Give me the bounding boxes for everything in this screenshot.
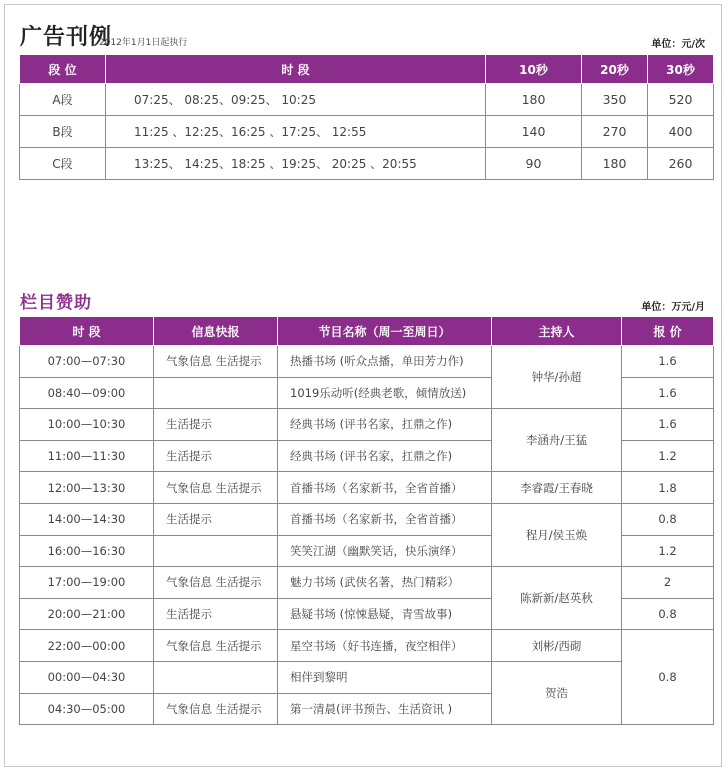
time-cell: 20:00—21:00 [20,598,154,630]
time-cell: 12:00—13:30 [20,472,154,504]
ad-rates-title: 广告刊例 [20,25,113,50]
program-cell: 热播书场 (听众点播，单田芳力作) [278,346,492,378]
program-cell: 经典书场 (评书名家，扛鼎之作) [278,409,492,441]
price-30s-cell: 400 [648,116,714,148]
column-header: 20秒 [582,55,648,84]
program-cell: 魅力书场 (武侠名著，热门精彩） [278,567,492,599]
sponsorship-unit: 单位：万元/月 [641,302,705,313]
info-cell: 气象信息 生活提示 [154,346,278,378]
price-cell: 1.6 [622,346,714,378]
time-cell: 22:00—00:00 [20,630,154,662]
host-cell: 李睿霞/王春晓 [492,472,622,504]
host-cell: 贺浩 [492,661,622,724]
time-cell: 10:00—10:30 [20,409,154,441]
time-slots-cell: 13:25、 14:25、18:25 、19:25、 20:25 、20:55 [106,148,486,180]
info-cell: 生活提示 [154,409,278,441]
host-cell: 陈新新/赵英秋 [492,567,622,630]
program-cell: 首播书场（名家新书，全省首播） [278,472,492,504]
time-cell: 07:00—07:30 [20,346,154,378]
table-header-row [20,55,714,84]
price-cell: 2 [622,567,714,599]
table-row [20,409,714,441]
host-cell: 李涵舟/王猛 [492,409,622,472]
host-cell: 钟华/孙超 [492,346,622,409]
info-cell [154,535,278,567]
info-cell: 生活提示 [154,440,278,472]
price-10s-cell: 140 [486,116,582,148]
price-cell: 0.8 [622,598,714,630]
column-header: 信息快报 [154,317,278,346]
info-cell: 气象信息 生活提示 [154,472,278,504]
price-cell: 1.6 [622,377,714,409]
program-cell: 经典书场 (评书名家，扛鼎之作) [278,440,492,472]
info-cell [154,377,278,409]
time-slots-cell: 11:25 、12:25、16:25 、17:25、 12:55 [106,116,486,148]
time-cell: 11:00—11:30 [20,440,154,472]
price-20s-cell: 350 [582,84,648,116]
table-row [20,503,714,535]
column-header: 时 段 [20,317,154,346]
program-cell: 第一清晨(评书预告、生活资讯 ) [278,693,492,725]
table-row [20,116,714,148]
column-header: 报 价 [622,317,714,346]
table-row [20,472,714,504]
table-row [20,148,714,180]
effective-date-note: 2012年1月1日起执行 [99,38,188,48]
price-cell: 1.2 [622,535,714,567]
price-cell: 1.8 [622,472,714,504]
time-cell: 16:00—16:30 [20,535,154,567]
price-10s-cell: 180 [486,84,582,116]
program-cell: 首播书场（名家新书，全省首播） [278,503,492,535]
segment-cell: C段 [20,148,106,180]
sponsorship-table [19,316,714,725]
column-header: 时 段 [106,55,486,84]
time-cell: 14:00—14:30 [20,503,154,535]
price-30s-cell: 520 [648,84,714,116]
program-cell: 1019乐动听(经典老歌，倾情放送) [278,377,492,409]
column-header: 节目名称（周一至周日） [278,317,492,346]
ad-rates-unit: 单位：元/次 [651,39,705,50]
price-cell: 1.2 [622,440,714,472]
host-cell: 程月/侯玉焕 [492,503,622,566]
rate-card-page [4,4,722,767]
segment-cell: B段 [20,116,106,148]
table-row [20,346,714,378]
program-cell: 相伴到黎明 [278,661,492,693]
segment-cell: A段 [20,84,106,116]
program-cell: 星空书场（好书连播，夜空相伴） [278,630,492,662]
time-cell: 04:30—05:00 [20,693,154,725]
info-cell: 生活提示 [154,598,278,630]
time-cell: 08:40—09:00 [20,377,154,409]
time-cell: 00:00—04:30 [20,661,154,693]
column-header: 10秒 [486,55,582,84]
price-cell: 0.8 [622,630,714,725]
info-cell: 气象信息 生活提示 [154,630,278,662]
table-row [20,567,714,599]
price-cell: 0.8 [622,503,714,535]
column-header: 段 位 [20,55,106,84]
time-slots-cell: 07:25、 08:25、09:25、 10:25 [106,84,486,116]
sponsorship-title: 栏目赞助 [20,293,92,313]
price-10s-cell: 90 [486,148,582,180]
time-cell: 17:00—19:00 [20,567,154,599]
price-20s-cell: 270 [582,116,648,148]
price-cell: 1.6 [622,409,714,441]
ad-rates-table [19,54,714,180]
table-row [20,661,714,693]
program-cell: 笑笑江湖（幽默笑话，快乐演绎） [278,535,492,567]
price-30s-cell: 260 [648,148,714,180]
table-row [20,84,714,116]
table-header-row [20,317,714,346]
program-cell: 悬疑书场 (惊悚悬疑，青雪故事) [278,598,492,630]
host-cell: 刘彬/西砌 [492,630,622,662]
info-cell [154,661,278,693]
column-header: 主持人 [492,317,622,346]
column-header: 30秒 [648,55,714,84]
info-cell: 生活提示 [154,503,278,535]
table-row [20,630,714,662]
info-cell: 气象信息 生活提示 [154,693,278,725]
price-20s-cell: 180 [582,148,648,180]
info-cell: 气象信息 生活提示 [154,567,278,599]
